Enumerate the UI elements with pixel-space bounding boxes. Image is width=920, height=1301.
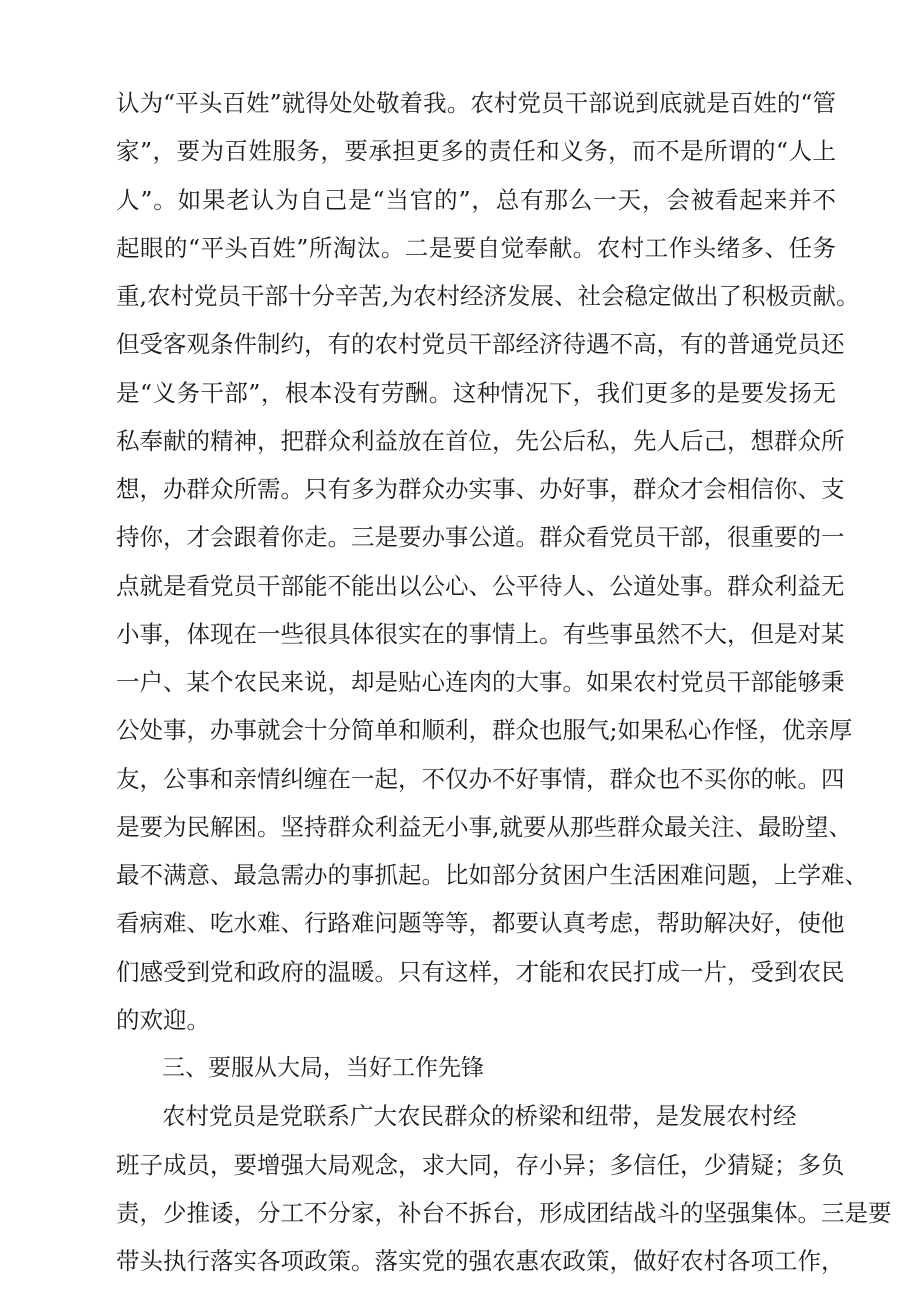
body-line: 看病难、吃水难、行路难问题等等，都要认真考虑，帮助解决好，使他 (116, 909, 845, 938)
body-line: 们感受到党和政府的温暖。只有这样，才能和农民打成一片，受到农民 (116, 957, 845, 986)
body-line: 人”。如果老认为自己是“当官的”，总有那么一天，会被看起来并不 (116, 185, 836, 214)
body-line: 但受客观条件制约，有的农村党员干部经济待遇不高，有的普通党员还 (116, 330, 845, 359)
section-heading: 三、要服从大局，当好工作先锋 (162, 1055, 484, 1081)
body-line: 是“义务干部”，根本没有劳酬。这种情况下，我们更多的是要发扬无 (116, 378, 836, 407)
body-line: 私奉献的精神，把群众利益放在首位，先公后私，先人后己，想群众所 (116, 426, 845, 455)
body-line: 农村党员是党联系广大农民群众的桥梁和纽带，是发展农村经 (162, 1102, 797, 1131)
body-line: 一户、某个农民来说，却是贴心连肉的大事。如果农村党员干部能够秉 (116, 668, 845, 696)
body-line: 的欢迎。 (116, 1005, 210, 1034)
body-line: 持你，才会跟着你走。三是要办事公道。群众看党员干部，很重要的一 (116, 523, 845, 552)
body-line: 友，公事和亲情纠缠在一起，不仅办不好事情，群众也不买你的帐。四 (116, 764, 845, 793)
body-line: 家”，要为百姓服务，要承担更多的责任和义务，而不是所谓的“人上 (116, 137, 836, 166)
body-line: 想，办群众所需。只有多为群众办实事、办好事，群众才会相信你、支 (116, 475, 845, 503)
body-line: 认为“平头百姓”就得处处敬着我。农村党员干部说到底就是百姓的“管 (116, 89, 836, 117)
body-line: 小事，体现在一些很具体很实在的事情上。有些事虽然不大，但是对某 (116, 619, 845, 648)
body-line: 最不满意、最急需办的事抓起。比如部分贫困户生活困难问题，上学难、 (116, 861, 868, 889)
body-line: 公处事，办事就会十分简单和顺利，群众也服气;如果私心作怪，优亲厚 (116, 716, 853, 745)
body-line: 是要为民解困。坚持群众利益无小事,就要从那些群众最关注、最盼望、 (116, 812, 852, 841)
body-line: 班子成员，要增强大局观念，求大同，存小异；多信任，少猜疑；多负 (116, 1150, 845, 1179)
body-line: 带头执行落实各项政策。落实党的强农惠农政策，做好农村各项工作， (116, 1247, 845, 1275)
body-line: 点就是看党员干部能不能出以公心、公平待人、公道处事。群众利益无 (116, 571, 845, 600)
body-line: 重,农村党员干部十分辛苦,为农村经济发展、社会稳定做出了积极贡献。 (116, 282, 860, 310)
body-line: 起眼的“平头百姓”所淘汰。二是要自觉奉献。农村工作头绪多、任务 (116, 233, 836, 262)
body-line: 责，少推诿，分工不分家，补台不拆台，形成团结战斗的坚强集体。三是要 (116, 1198, 892, 1227)
